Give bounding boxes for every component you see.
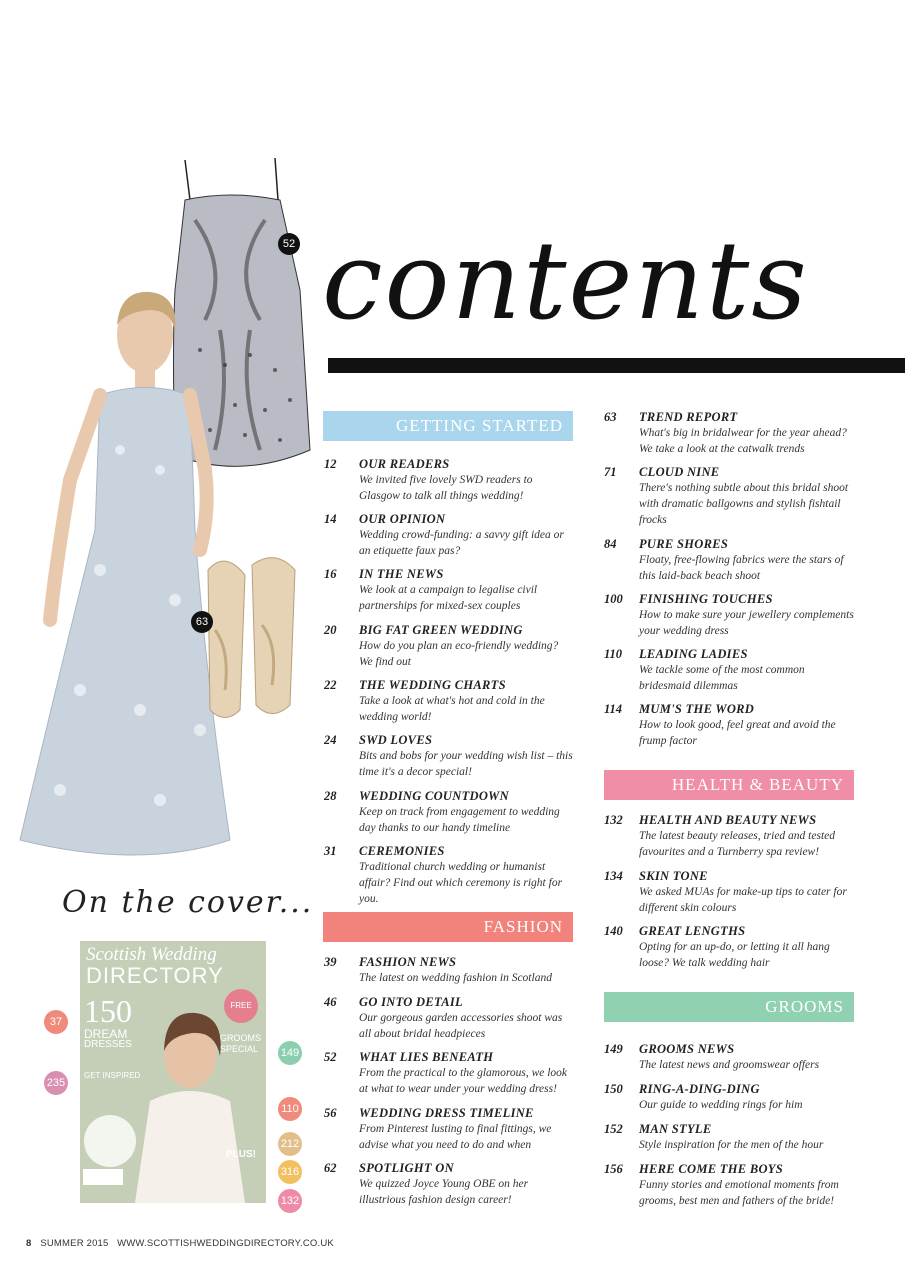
toc-description: Wedding crowd-funding: a savvy gift idea or an etiquette faux pas? [359, 529, 564, 557]
toc-page-number: 31 [324, 844, 337, 858]
toc-description: Opting for an up-do, or letting it all hang loose? We talk wedding hair [639, 941, 830, 969]
cover-grooms: GROOMS [220, 1033, 262, 1043]
cover-page-badge[interactable]: 149 [278, 1041, 302, 1065]
toc-description: Our gorgeous garden accessories shoot was all about bridal headpieces [359, 1012, 563, 1040]
toc-page-number: 63 [604, 410, 617, 424]
toc-description: Bits and bobs for your wedding wish list – this time it's a decor special! [359, 750, 573, 778]
section-header-grooms: GROOMS [604, 992, 854, 1022]
cover-free-badge: FREE [224, 989, 258, 1023]
toc-page-number: 56 [324, 1106, 337, 1120]
toc-heading: IN THE NEWS [359, 567, 444, 581]
toc-page-number: 24 [324, 733, 337, 747]
toc-page-number: 140 [604, 924, 623, 938]
toc-entry[interactable] [604, 813, 854, 860]
toc-heading: GO INTO DETAIL [359, 995, 463, 1009]
toc-page-number: 22 [324, 678, 337, 692]
toc-page-number: 62 [324, 1161, 337, 1175]
toc-page-number: 114 [604, 702, 623, 716]
cover-page-badge[interactable]: 110 [278, 1097, 302, 1121]
toc-page-number: 12 [324, 457, 337, 471]
toc-heading: FINISHING TOUCHES [639, 592, 773, 606]
toc-entry[interactable] [604, 410, 854, 457]
section-header-getting-started: GETTING STARTED [323, 411, 573, 441]
footer-page-number: 8 [26, 1238, 32, 1249]
title-underline [328, 358, 905, 373]
toc-description: Keep on track from engagement to wedding day thanks to our handy timeline [359, 806, 560, 834]
toc-page-number: 14 [324, 512, 337, 526]
toc-page-number: 100 [604, 592, 623, 606]
toc-entry[interactable] [324, 955, 574, 986]
toc-heading: PURE SHORES [639, 537, 729, 551]
toc-entry[interactable] [324, 623, 574, 670]
toc-entry[interactable] [324, 1161, 574, 1208]
toc-entry[interactable] [604, 702, 854, 749]
toc-heading: GROOMS NEWS [639, 1042, 735, 1056]
section-header-health-beauty: HEALTH & BEAUTY [604, 770, 854, 800]
toc-description: Style inspiration for the men of the hour [639, 1139, 824, 1151]
toc-description: Floaty, free-flowing fabrics were the stars of this laid-back beach shoot [639, 554, 844, 582]
toc-page-number: 150 [604, 1082, 623, 1096]
bride-and-lingerie-illustration [0, 150, 320, 890]
cover-page-badge[interactable]: 212 [278, 1132, 302, 1156]
footer-url[interactable]: WWW.SCOTTISHWEDDINGDIRECTORY.CO.UK [117, 1238, 334, 1249]
cover-page-badge[interactable]: 132 [278, 1189, 302, 1213]
toc-entry[interactable] [324, 995, 574, 1042]
toc-heading: WHAT LIES BENEATH [359, 1050, 494, 1064]
cover-page-badge[interactable]: 37 [44, 1010, 68, 1034]
toc-page-number: 152 [604, 1122, 623, 1136]
toc-entry[interactable] [604, 924, 854, 971]
toc-entry[interactable] [324, 844, 574, 907]
cover-page-badge[interactable]: 235 [44, 1071, 68, 1095]
cover-page-badge[interactable]: 316 [278, 1160, 302, 1184]
toc-heading: HERE COME THE BOYS [639, 1162, 783, 1176]
on-the-cover-label: On the cover... [62, 885, 314, 920]
toc-page-number: 110 [604, 647, 623, 661]
toc-heading: SWD LOVES [359, 733, 433, 747]
cover-big-number: 150 [84, 993, 132, 1029]
toc-heading: CEREMONIES [359, 844, 445, 858]
toc-heading: CLOUD NINE [639, 465, 720, 479]
toc-heading: GREAT LENGTHS [639, 924, 746, 938]
page-badge-slip[interactable]: 52 [278, 233, 300, 255]
toc-entry[interactable] [604, 1162, 854, 1209]
toc-entry[interactable] [604, 1122, 854, 1153]
toc-heading: FASHION NEWS [359, 955, 457, 969]
magazine-cover-image [80, 941, 266, 1203]
toc-heading: RING-A-DING-DING [639, 1082, 760, 1096]
toc-page-number: 71 [604, 465, 617, 479]
toc-heading: THE WEDDING CHARTS [359, 678, 506, 692]
toc-entry[interactable] [324, 733, 574, 780]
toc-description: There's nothing subtle about this bridal shoot with dramatic ballgowns and stylish fishtail frocks [639, 482, 849, 526]
toc-page-number: 134 [604, 869, 623, 883]
toc-description: From Pinterest lusting to final fittings, we advise what you need to do and when [359, 1123, 552, 1151]
toc-page-number: 149 [604, 1042, 623, 1056]
toc-description: We quizzed Joyce Young OBE on her illustrious fashion design career! [359, 1178, 529, 1206]
toc-entry[interactable] [604, 647, 854, 694]
toc-heading: SKIN TONE [639, 869, 708, 883]
toc-entry[interactable] [604, 1082, 854, 1113]
cover-dream: DREAM [84, 1027, 128, 1041]
toc-entry[interactable] [324, 789, 574, 836]
toc-page-number: 46 [324, 995, 337, 1009]
toc-entry[interactable] [604, 869, 854, 916]
toc-heading: SPOTLIGHT ON [359, 1161, 454, 1175]
toc-description: We tackle some of the most common bridesmaid dilemmas [639, 664, 805, 692]
toc-entry[interactable] [324, 567, 574, 614]
cover-plus: PLUS! [226, 1149, 256, 1160]
toc-heading: MAN STYLE [639, 1122, 712, 1136]
toc-description: What's big in bridalwear for the year ahead? We take a look at the catwalk trends [639, 427, 847, 455]
cover-special: SPECIAL [220, 1044, 259, 1054]
toc-description: From the practical to the glamorous, we look at what to wear under your wedding dress! [359, 1067, 568, 1095]
toc-description: Our guide to wedding rings for him [639, 1099, 803, 1111]
cover-get-inspired: GET INSPIRED [84, 1071, 141, 1080]
toc-page-number: 39 [324, 955, 337, 969]
toc-entry[interactable] [324, 1106, 574, 1153]
toc-page-number: 84 [604, 537, 617, 551]
toc-page-number: 52 [324, 1050, 337, 1064]
page-title: contents [322, 219, 809, 344]
toc-heading: BIG FAT GREEN WEDDING [359, 623, 523, 637]
cover-masthead-bottom: DIRECTORY [86, 963, 224, 988]
toc-entry[interactable] [324, 678, 574, 725]
toc-entry[interactable] [604, 1042, 854, 1073]
toc-entry[interactable] [324, 512, 574, 559]
bridal-shoes-image [208, 558, 295, 718]
cover-masthead-top: Scottish Wedding [86, 944, 217, 965]
toc-entry[interactable] [604, 537, 854, 584]
page-badge-shoes[interactable]: 63 [191, 611, 213, 633]
toc-page-number: 132 [604, 813, 623, 827]
toc-description: We asked MUAs for make-up tips to cater for different skin colours [639, 886, 847, 914]
toc-description: The latest news and groomswear offers [639, 1059, 820, 1071]
toc-page-number: 20 [324, 623, 337, 637]
toc-heading: WEDDING DRESS TIMELINE [359, 1106, 534, 1120]
toc-description: How do you plan an eco-friendly wedding? We find out [359, 640, 559, 668]
toc-entry[interactable] [604, 592, 854, 639]
cover-dresses: DRESSES [84, 1039, 132, 1050]
toc-description: We invited five lovely SWD readers to Glasgow to talk all things wedding! [359, 474, 533, 502]
toc-page-number: 16 [324, 567, 337, 581]
toc-heading: TREND REPORT [639, 410, 738, 424]
toc-description: How to look good, feel great and avoid the frump factor [639, 719, 836, 747]
toc-description: The latest on wedding fashion in Scotland [359, 972, 552, 984]
section-header-fashion: FASHION [323, 912, 573, 942]
toc-entry[interactable] [324, 457, 574, 504]
toc-description: How to make sure your jewellery complements your wedding dress [639, 609, 854, 637]
toc-entry[interactable] [604, 465, 854, 528]
toc-heading: HEALTH AND BEAUTY NEWS [639, 813, 817, 827]
toc-page-number: 156 [604, 1162, 623, 1176]
toc-description: Take a look at what's hot and cold in the wedding world! [359, 695, 545, 723]
toc-entry[interactable] [324, 1050, 574, 1097]
toc-description: We look at a campaign to legalise civil partnerships for mixed-sex couples [359, 584, 538, 612]
toc-heading: OUR OPINION [359, 512, 446, 526]
page-footer [26, 1238, 334, 1249]
toc-heading: LEADING LADIES [639, 647, 748, 661]
toc-page-number: 28 [324, 789, 337, 803]
toc-description: Traditional church wedding or humanist affair? Find out which ceremony is right for you. [359, 861, 563, 905]
toc-heading: MUM'S THE WORD [639, 702, 755, 716]
toc-heading: WEDDING COUNTDOWN [359, 789, 509, 803]
footer-issue: SUMMER 2015 [40, 1238, 109, 1249]
toc-description: Funny stories and emotional moments from grooms, best men and fathers of the bride! [639, 1179, 839, 1207]
toc-description: The latest beauty releases, tried and tested favourites and a Turnberry spa review! [639, 830, 835, 858]
toc-heading: OUR READERS [359, 457, 450, 471]
